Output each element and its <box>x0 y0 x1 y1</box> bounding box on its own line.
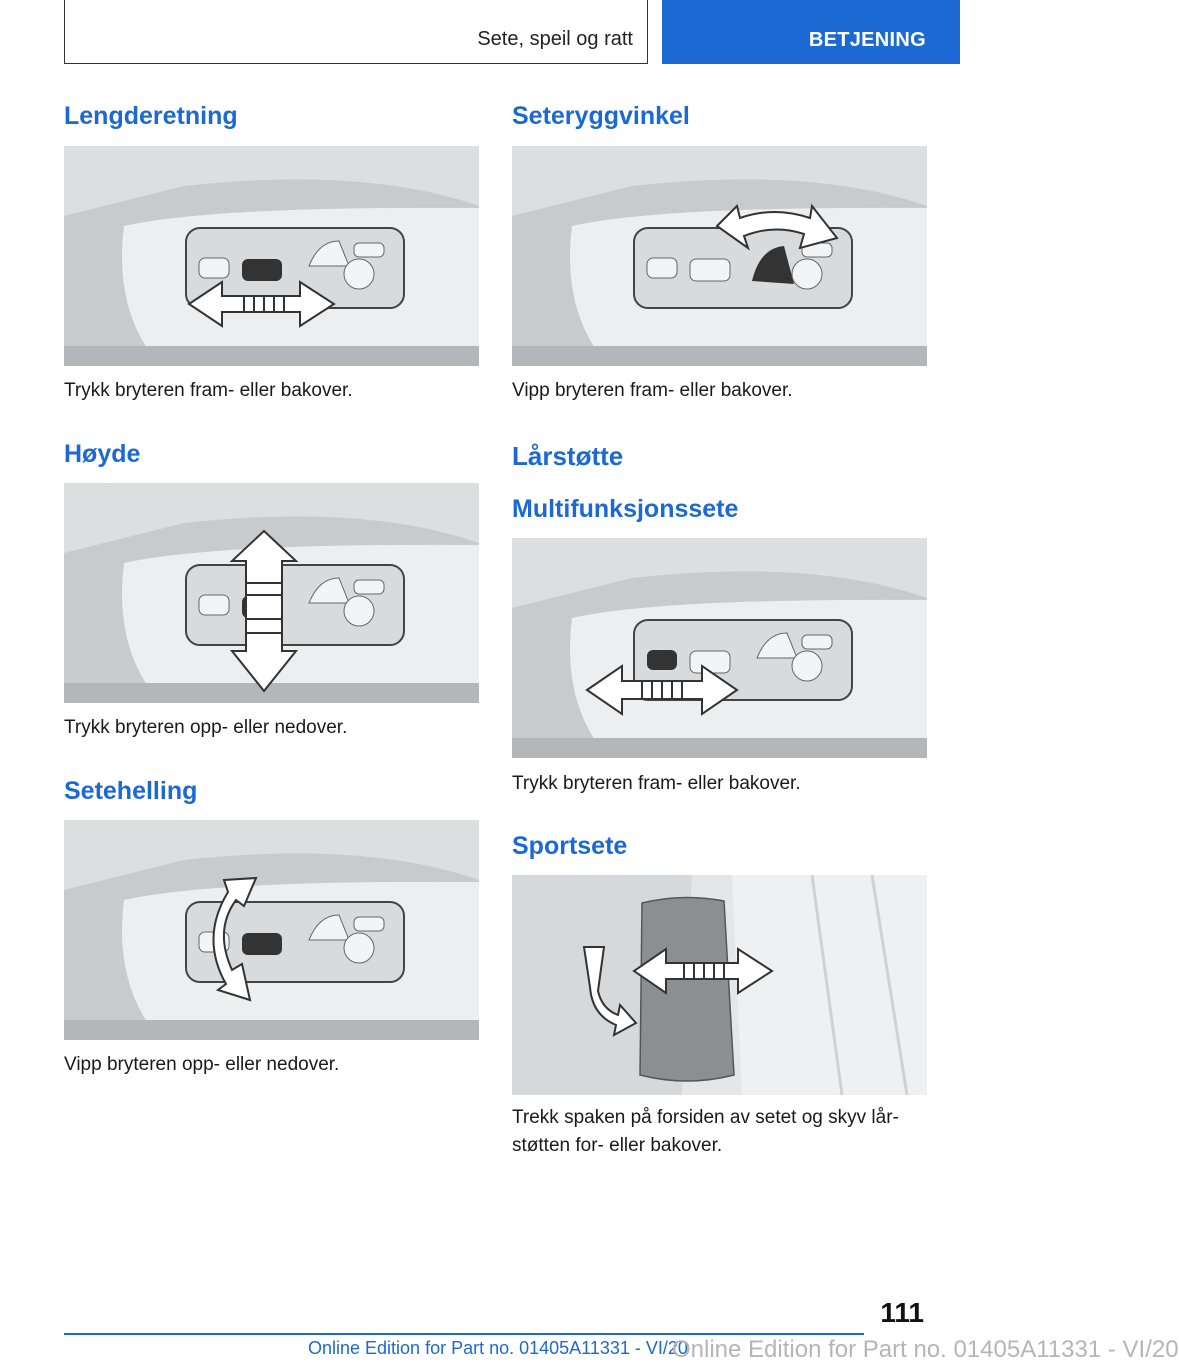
seat-switch-tilt-illustration <box>64 820 479 1040</box>
header-chapter: Sete, speil og ratt <box>477 28 633 50</box>
heading-setehelling: Setehelling <box>64 777 198 805</box>
seat-switch-thigh-support-illustration <box>512 538 927 758</box>
seat-switch-height-illustration <box>64 483 479 703</box>
header-chapter-box <box>64 0 648 64</box>
seat-switch-backrest-illustration <box>512 146 927 366</box>
heading-larstotte: Lårstøtte <box>512 441 624 471</box>
text-multifunksjonssete: Trykk bryteren fram- eller bakover. <box>512 773 801 794</box>
figure-seat-height <box>64 483 479 703</box>
footer-edition: Online Edition for Part no. 01405A11331 - VI/20 <box>308 1338 688 1358</box>
footer-watermark: Online Edition for Part no. 01405A11331 - VI/20 <box>672 1336 1179 1363</box>
page-number: 111 <box>880 1297 924 1328</box>
text-hoyde: Trykk bryteren opp- eller nedover. <box>64 717 348 738</box>
figure-backrest-angle <box>512 146 927 366</box>
heading-seteryggvinkel: Seteryggvinkel <box>512 102 690 130</box>
text-setehelling: Vipp bryteren opp- eller nedover. <box>64 1054 340 1075</box>
seat-switch-longitudinal-illustration <box>64 146 479 366</box>
text-sportsete-line2: støtten for- eller bakover. <box>512 1135 723 1156</box>
figure-thigh-support-sport <box>512 875 927 1095</box>
heading-lengderetning: Lengderetning <box>64 102 238 130</box>
header-section-tab <box>662 0 960 64</box>
figure-thigh-support-multifunction <box>512 538 927 758</box>
heading-multifunksjonssete: Multifunksjonssete <box>512 495 739 523</box>
header-section: BETJENING <box>808 29 926 51</box>
text-sportsete-line1: Trekk spaken på forsiden av setet og skyv lår- <box>512 1107 899 1128</box>
heading-hoyde: Høyde <box>64 440 141 468</box>
figure-seat-longitudinal <box>64 146 479 366</box>
heading-sportsete: Sportsete <box>512 832 628 860</box>
text-seteryggvinkel: Vipp bryteren fram- eller bakover. <box>512 380 793 401</box>
page-header <box>0 0 960 66</box>
text-lengderetning: Trykk bryteren fram- eller bakover. <box>64 380 353 401</box>
footer-divider <box>64 1333 864 1335</box>
sport-seat-thigh-support-illustration <box>512 875 927 1095</box>
figure-seat-tilt <box>64 820 479 1040</box>
